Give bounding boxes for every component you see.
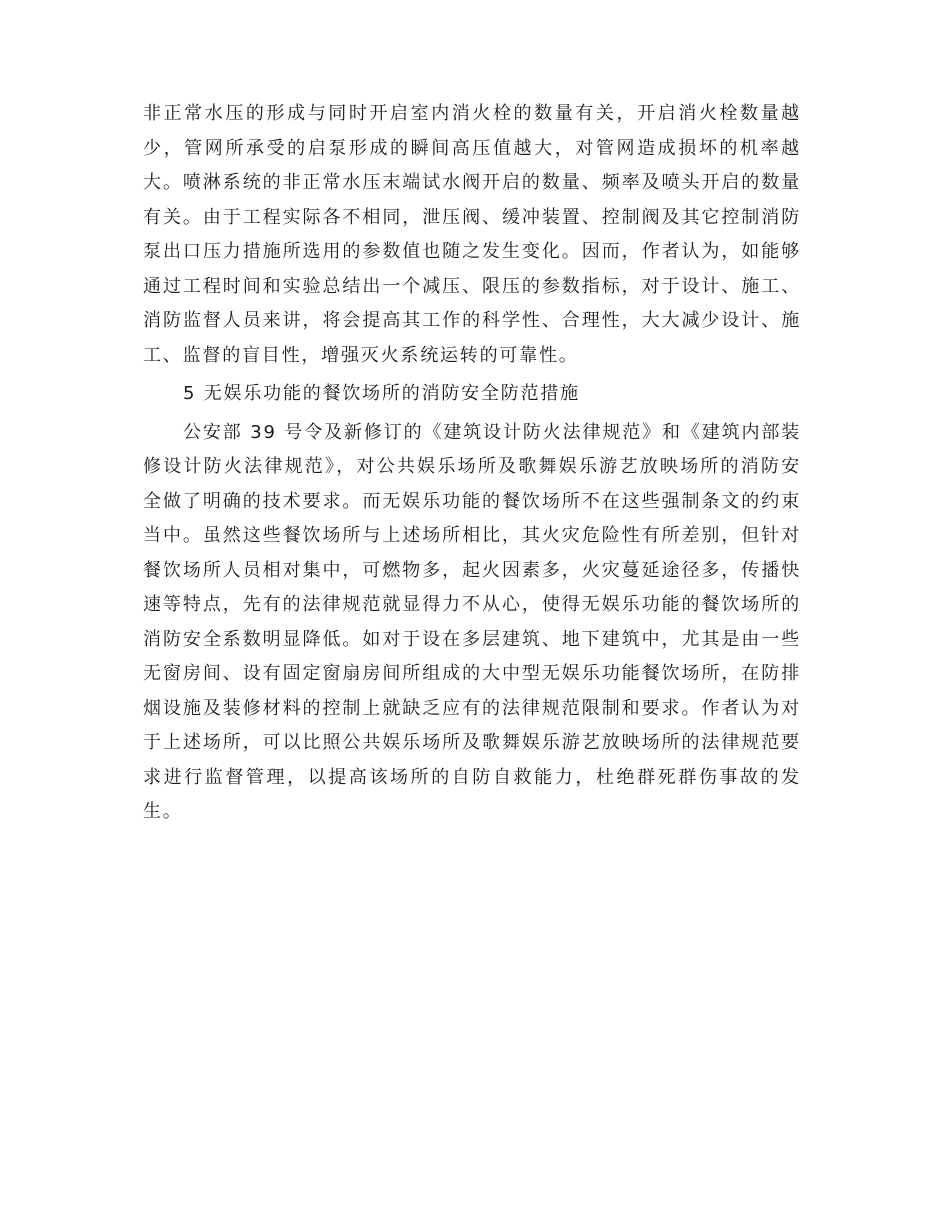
- paragraph-catering-safety: 公安部 39 号令及新修订的《建筑设计防火法律规范》和《建筑内部装修设计防火法律规范》，对公共娱乐场所及歌舞娱乐游艺放映场所的消防安全做了明确的技术要求。而无娱乐功能的餐饮场所不在这些强制条文的约束当中。虽然这些餐饮场所与上述场所相比，其火灾危险性有所差别，但针对餐饮场所人员相对集中，可燃物多，起火因素多，火灾蔓延途径多，传播快速等特点，先有的法律规范就显得力不从心，使得无娱乐功能的餐饮场所的消防安全系数明显降低。如对于设在多层建筑、地下建筑中，尤其是由一些无窗房间、设有固定窗扇房间所组成的大中型无娱乐功能餐饮场所，在防排烟设施及装修材料的控制上就缺乏应有的法律规范限制和要求。作者认为对于上述场所，可以比照公共娱乐场所及歌舞娱乐游艺放映场所的法律规范要求进行监督管理，以提高该场所的自防自救能力，杜绝群死群伤事故的发生。: [143, 421, 801, 822]
- document-body: [143, 97, 801, 830]
- paragraph-water-pressure: 非正常水压的形成与同时开启室内消火栓的数量有关，开启消火栓数量越少，管网所承受的启泵形成的瞬间高压值越大，对管网造成损坏的机率越大。喷淋系统的非正常水压末端试水阀开启的数量、频率及喷头开启的数量有关。由于工程实际各不相同，泄压阀、缓冲装置、控制阀及其它控制消防泵出口压力措施所选用的参数值也随之发生变化。因而，作者认为，如能够通过工程时间和实验总结出一个减压、限压的参数指标，对于设计、施工、消防监督人员来讲，将会提高其工作的科学性、合理性，大大减少设计、施工、监督的盲目性，增强灭火系统运转的可靠性。: [143, 103, 801, 366]
- section-heading: 5 无娱乐功能的餐饮场所的消防安全防范措施: [183, 383, 580, 404]
